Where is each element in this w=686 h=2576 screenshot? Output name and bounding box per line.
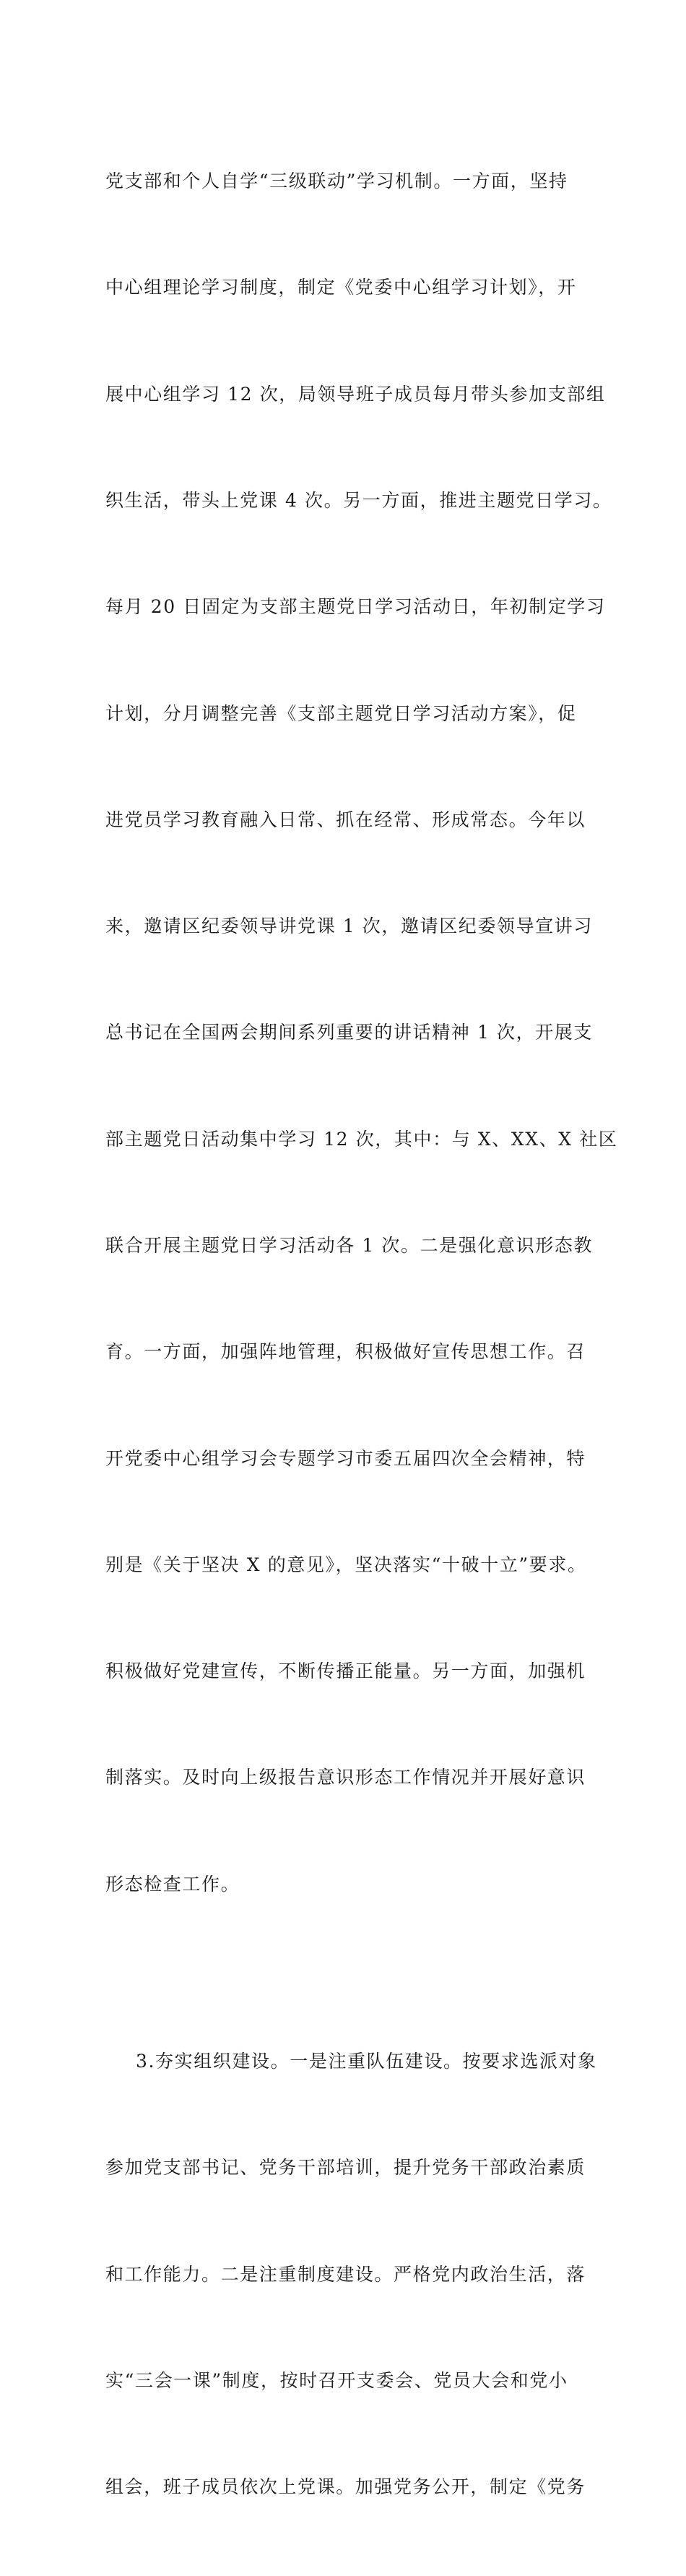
text-line: 每月 20 日固定为支部主题党日学习活动日，年初制定学习 xyxy=(105,596,606,618)
text-line: 计划，分月调整完善《支部主题党日学习活动方案》，促 xyxy=(105,702,577,724)
text-line: 进党员学习教育融入日常、抓在经常、形成常态。今年以 xyxy=(105,809,586,830)
text-line: 来，邀请区纪委领导讲党课 1 次，邀请区纪委领导宣讲习 xyxy=(105,916,594,937)
text-line: 展中心组学习 12 次，局领导班子成员每月带头参加支部组 xyxy=(105,383,606,405)
text-line: 总书记在全国两会期间系列重要的讲话精神 1 次，开展支 xyxy=(105,1022,594,1043)
text-line: 和工作能力。二是注重制度建设。严格党内政治生活，落 xyxy=(105,2263,586,2285)
text-line: 实“三会一课”制度，按时召开支委会、党员大会和党小 xyxy=(105,2370,568,2391)
text-line: 开党委中心组学习会专题学习市委五届四次全会精神，特 xyxy=(105,1447,586,1469)
text-line: 3.夯实组织建设。一是注重队伍建设。按要求选派对象 xyxy=(136,2051,597,2072)
text-line: 形态检查工作。 xyxy=(105,1873,240,1895)
text-line: 联合开展主题党日学习活动各 1 次。二是强化意识形态教 xyxy=(105,1235,594,1256)
text-line: 部主题党日活动集中学习 12 次，其中：与 X、XX、X 社区 xyxy=(105,1128,618,1150)
text-line: 制落实。及时向上级报告意识形态工作情况并开展好意识 xyxy=(105,1767,586,1788)
text-line: 织生活，带头上党课 4 次。另一方面，推进主题党日学习。 xyxy=(105,490,612,512)
text-line: 党支部和个人自学“三级联动”学习机制。一方面，坚持 xyxy=(105,171,568,192)
paragraph-2 xyxy=(105,1973,597,2576)
text-line: 积极做好党建宣传，不断传播正能量。另一方面，加强机 xyxy=(105,1660,586,1682)
text-line: 别是《关于坚决 X 的意见》，坚决落实“十破十立”要求。 xyxy=(105,1554,587,1575)
paragraph-1 xyxy=(105,92,618,1973)
text-line: 中心组理论学习制度，制定《党委中心组学习计划》，开 xyxy=(105,277,577,298)
text-line: 参加党支部书记、党务干部培训，提升党务干部政治素质 xyxy=(105,2157,586,2179)
text-line: 组会，班子成员依次上党课。加强党务公开，制定《党务 xyxy=(105,2476,586,2498)
text-line: 育。一方面，加强阵地管理，积极做好宣传思想工作。召 xyxy=(105,1341,586,1363)
document-body xyxy=(105,92,618,2576)
